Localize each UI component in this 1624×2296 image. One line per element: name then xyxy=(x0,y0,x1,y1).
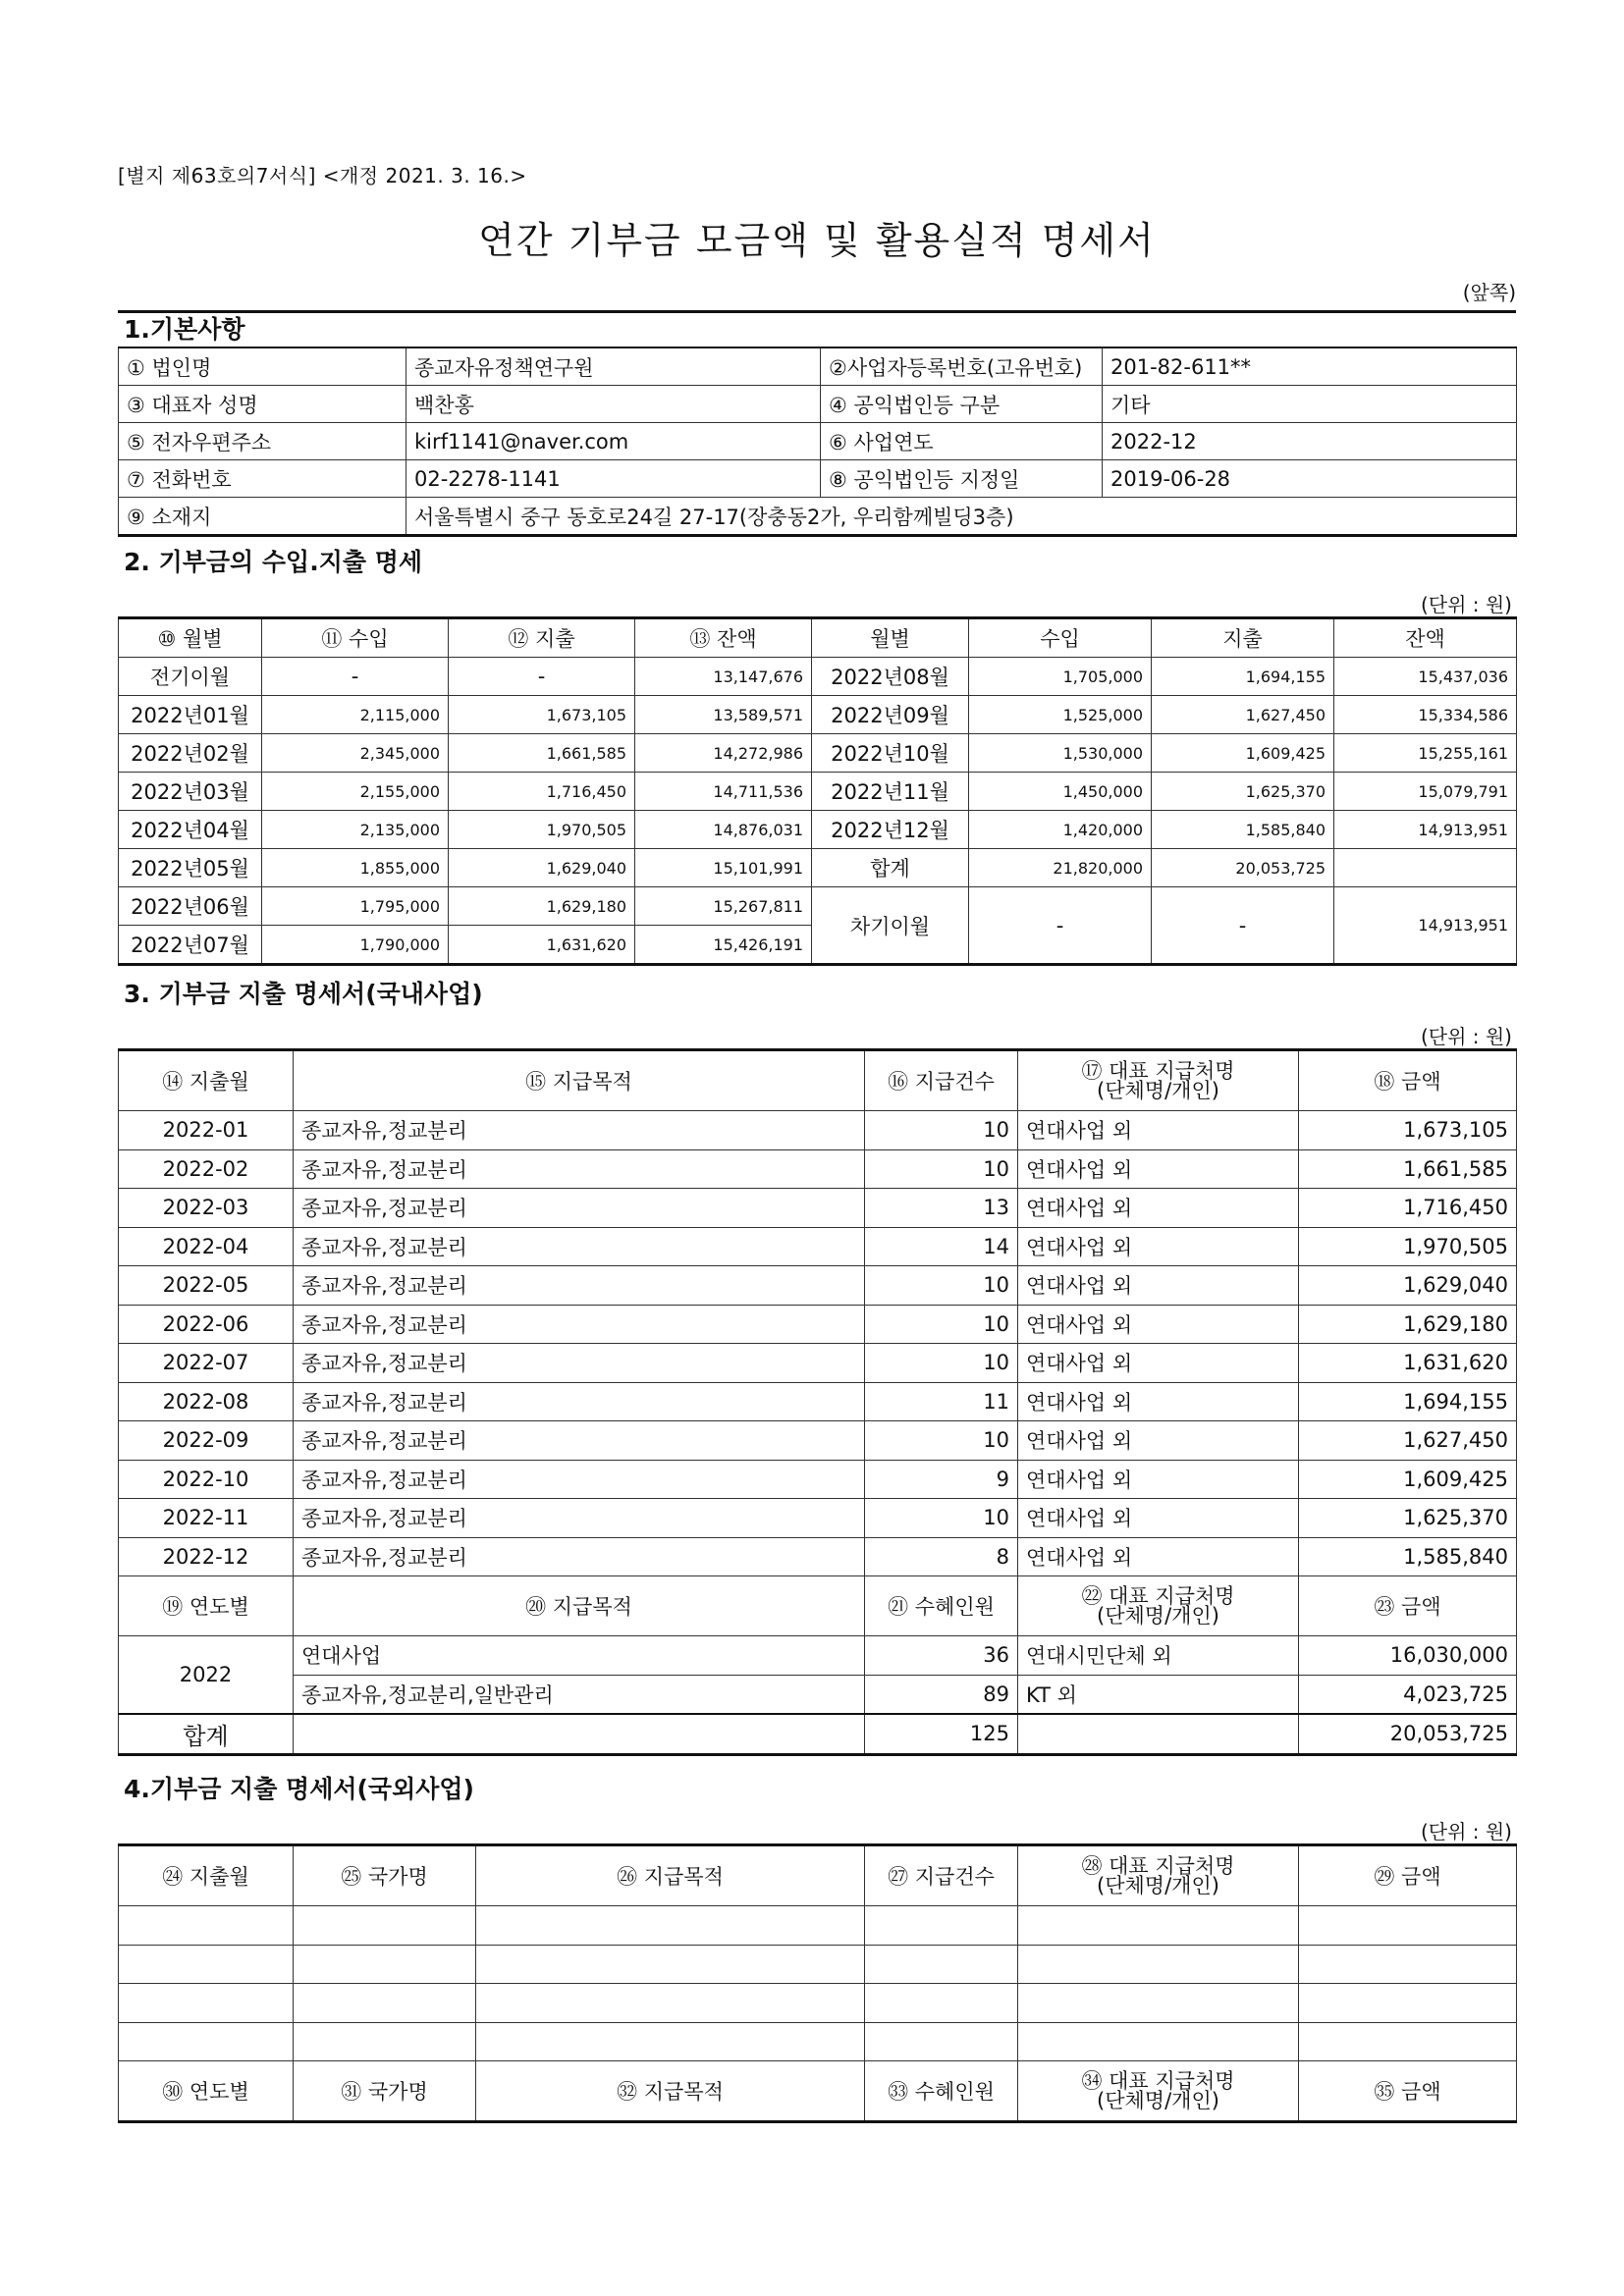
empty-cell xyxy=(865,1984,1018,2023)
column-header: ⑱ 금액 xyxy=(1299,1050,1517,1111)
unit-label: (단위 : 원) xyxy=(1420,1820,1512,1843)
column-header: ⑳ 지급목적 xyxy=(294,1576,865,1636)
empty-cell xyxy=(1018,2022,1299,2061)
income-cell: 1,530,000 xyxy=(969,734,1152,773)
month-cell: 2022년03월 xyxy=(119,773,262,811)
recipient-cell: KT 외 xyxy=(1018,1675,1299,1714)
count-cell: 13 xyxy=(865,1189,1018,1228)
table-row xyxy=(119,1266,1517,1306)
month-cell: 2022-01 xyxy=(119,1111,294,1150)
field-value: 기타 xyxy=(1103,386,1517,423)
column-header: ㉜ 지급목적 xyxy=(476,2061,865,2122)
balance-cell: 15,267,811 xyxy=(635,887,812,926)
recipient-cell: 연대사업 외 xyxy=(1018,1382,1299,1421)
recipient-cell: 연대사업 외 xyxy=(1018,1460,1299,1499)
column-header: 월별 xyxy=(812,618,969,658)
column-header: ㉙ 금액 xyxy=(1299,1845,1517,1906)
month-cell: 2022년12월 xyxy=(812,811,969,849)
purpose-cell: 종교자유,정교분리 xyxy=(294,1382,865,1421)
expense-cell: - xyxy=(1152,887,1334,965)
field-label: ⑨ 소재지 xyxy=(119,498,406,536)
column-header xyxy=(1018,1050,1299,1111)
balance-cell: 15,255,161 xyxy=(1334,734,1517,773)
empty-cell xyxy=(476,1906,865,1946)
column-header: ⑩ 월별 xyxy=(119,618,262,658)
column-header xyxy=(1018,2061,1299,2122)
field-value: 2022-12 xyxy=(1103,423,1517,460)
amount-cell: 1,673,105 xyxy=(1299,1111,1517,1150)
month-cell: 2022년11월 xyxy=(812,773,969,811)
column-header: ⑪ 수입 xyxy=(262,618,449,658)
amount-cell: 1,631,620 xyxy=(1299,1344,1517,1383)
income-cell: 1,795,000 xyxy=(262,887,449,926)
empty-cell xyxy=(476,1984,865,2023)
field-value: 201-82-611** xyxy=(1103,347,1517,386)
empty-cell xyxy=(1018,1714,1299,1754)
empty-cell xyxy=(476,2022,865,2061)
income-cell: 1,420,000 xyxy=(969,811,1152,849)
empty-cell xyxy=(119,1945,294,1984)
expense-cell: 1,585,840 xyxy=(1152,811,1334,849)
income-cell: - xyxy=(969,887,1152,965)
table-row xyxy=(119,1305,1517,1344)
table-row xyxy=(119,696,1517,734)
total-beneficiaries: 125 xyxy=(865,1714,1018,1754)
recipient-cell: 연대사업 외 xyxy=(1018,1305,1299,1344)
table-row xyxy=(119,734,1517,773)
recipient-cell: 연대사업 외 xyxy=(1018,1227,1299,1266)
header-line: (단체명/개인) xyxy=(1097,1079,1219,1102)
empty-cell xyxy=(119,1906,294,1946)
total-amount: 20,053,725 xyxy=(1299,1714,1517,1754)
column-header: ⑭ 지출월 xyxy=(119,1050,294,1111)
basic-info-table xyxy=(118,347,1517,537)
field-label: ③ 대표자 성명 xyxy=(119,386,406,423)
total-label: 합계 xyxy=(119,1714,294,1754)
month-cell: 2022-02 xyxy=(119,1149,294,1189)
recipient-cell: 연대사업 외 xyxy=(1018,1499,1299,1538)
income-section xyxy=(118,546,1516,966)
column-header xyxy=(1018,1576,1299,1636)
empty-cell xyxy=(294,1714,865,1754)
table-row xyxy=(119,1344,1517,1383)
amount-cell: 1,716,450 xyxy=(1299,1189,1517,1228)
count-cell: 11 xyxy=(865,1382,1018,1421)
year-cell: 2022 xyxy=(119,1636,294,1715)
income-cell: 2,345,000 xyxy=(262,734,449,773)
expense-cell: 1,970,505 xyxy=(449,811,635,849)
month-cell: 2022년08월 xyxy=(812,658,969,696)
column-header: ㉛ 국가명 xyxy=(294,2061,476,2122)
section-title: 2. 기부금의 수입.지출 명세 xyxy=(124,548,423,576)
purpose-cell: 종교자유,정교분리 xyxy=(294,1189,865,1228)
month-cell: 2022-09 xyxy=(119,1421,294,1461)
amount-cell: 4,023,725 xyxy=(1299,1675,1517,1714)
count-cell: 10 xyxy=(865,1344,1018,1383)
column-header: ⑮ 지급목적 xyxy=(294,1050,865,1111)
header-line: ⑰ 대표 지급처명 xyxy=(1081,1059,1235,1083)
count-cell: 10 xyxy=(865,1305,1018,1344)
count-cell: 9 xyxy=(865,1460,1018,1499)
domestic-section xyxy=(118,978,1516,1756)
count-cell: 10 xyxy=(865,1421,1018,1461)
table-row xyxy=(119,658,1517,696)
table-row xyxy=(119,1189,1517,1228)
recipient-cell: 연대사업 외 xyxy=(1018,1189,1299,1228)
balance-cell xyxy=(1334,849,1517,887)
count-cell: 14 xyxy=(865,1227,1018,1266)
field-label: ④ 공익법인등 구분 xyxy=(821,386,1103,423)
expense-cell: 1,629,180 xyxy=(449,887,635,926)
income-table xyxy=(118,616,1517,966)
income-cell: 1,525,000 xyxy=(969,696,1152,734)
carry-forward-label: 차기이월 xyxy=(812,887,969,965)
empty-cell xyxy=(476,1945,865,1984)
table-row xyxy=(119,423,1517,460)
field-label: ⑧ 공익법인등 지정일 xyxy=(821,460,1103,498)
table-row xyxy=(119,1984,1517,2023)
column-header xyxy=(1018,1845,1299,1906)
header-line: (단체명/개인) xyxy=(1097,1874,1219,1897)
field-value: 서울특별시 중구 동호로24길 27-17(장충동2가, 우리함께빌딩3층) xyxy=(406,498,1517,536)
purpose-cell: 종교자유,정교분리 xyxy=(294,1499,865,1538)
purpose-cell: 종교자유,정교분리 xyxy=(294,1227,865,1266)
table-row xyxy=(119,1537,1517,1576)
field-label: ① 법인명 xyxy=(119,347,406,386)
count-cell: 10 xyxy=(865,1266,1018,1306)
month-cell: 2022년09월 xyxy=(812,696,969,734)
balance-cell: 14,913,951 xyxy=(1334,811,1517,849)
month-cell: 전기이월 xyxy=(119,658,262,696)
balance-cell: 13,589,571 xyxy=(635,696,812,734)
document-title: 연간 기부금 모금액 및 활용실적 명세서 xyxy=(478,219,1156,262)
recipient-cell: 연대사업 외 xyxy=(1018,1537,1299,1576)
section-title: 1.기본사항 xyxy=(118,310,1516,347)
table-row xyxy=(119,1460,1517,1499)
column-header: ⑯ 지급건수 xyxy=(865,1050,1018,1111)
amount-cell: 1,629,040 xyxy=(1299,1266,1517,1306)
column-header: 지출 xyxy=(1152,618,1334,658)
table-row xyxy=(119,1499,1517,1538)
page-side-label: (앞쪽) xyxy=(1462,281,1516,304)
field-label: ⑥ 사업연도 xyxy=(821,423,1103,460)
table-row xyxy=(119,773,1517,811)
recipient-cell: 연대사업 외 xyxy=(1018,1111,1299,1150)
empty-cell xyxy=(865,2022,1018,2061)
month-cell: 2022-06 xyxy=(119,1305,294,1344)
expense-cell: 1,629,040 xyxy=(449,849,635,887)
field-label: ⑦ 전화번호 xyxy=(119,460,406,498)
table-row xyxy=(119,1421,1517,1461)
table-row xyxy=(119,1050,1517,1111)
table-row xyxy=(119,1675,1517,1714)
purpose-cell: 종교자유,정교분리 xyxy=(294,1305,865,1344)
expense-cell: - xyxy=(449,658,635,696)
column-header: ㉕ 국가명 xyxy=(294,1845,476,1906)
expense-cell: 1,609,425 xyxy=(1152,734,1334,773)
table-row xyxy=(119,618,1517,658)
table-row xyxy=(119,2061,1517,2122)
column-header: ㉔ 지출월 xyxy=(119,1845,294,1906)
amount-cell: 1,694,155 xyxy=(1299,1382,1517,1421)
empty-cell xyxy=(294,1945,476,1984)
unit-label: (단위 : 원) xyxy=(1420,593,1512,616)
expense-cell: 1,716,450 xyxy=(449,773,635,811)
empty-cell xyxy=(1299,1945,1517,1984)
purpose-cell: 종교자유,정교분리 xyxy=(294,1460,865,1499)
expense-cell: 1,625,370 xyxy=(1152,773,1334,811)
month-cell: 2022년05월 xyxy=(119,849,262,887)
month-cell: 2022-08 xyxy=(119,1382,294,1421)
month-cell: 2022-05 xyxy=(119,1266,294,1306)
column-header: ㉚ 연도별 xyxy=(119,2061,294,2122)
month-cell: 2022-03 xyxy=(119,1189,294,1228)
table-row xyxy=(119,1149,1517,1189)
balance-cell: 14,272,986 xyxy=(635,734,812,773)
expense-cell: 1,661,585 xyxy=(449,734,635,773)
field-value: 2019-06-28 xyxy=(1103,460,1517,498)
table-row xyxy=(119,347,1517,386)
empty-cell xyxy=(119,2022,294,2061)
recipient-cell: 연대사업 외 xyxy=(1018,1266,1299,1306)
table-row xyxy=(119,1111,1517,1150)
month-cell: 2022-10 xyxy=(119,1460,294,1499)
empty-cell xyxy=(1299,2022,1517,2061)
balance-cell: 14,913,951 xyxy=(1334,887,1517,965)
field-value: 백찬홍 xyxy=(406,386,821,423)
table-row xyxy=(119,2022,1517,2061)
income-cell: 1,790,000 xyxy=(262,926,449,965)
balance-cell: 15,079,791 xyxy=(1334,773,1517,811)
balance-cell: 14,876,031 xyxy=(635,811,812,849)
column-header: ⑫ 지출 xyxy=(449,618,635,658)
count-cell: 10 xyxy=(865,1111,1018,1150)
amount-cell: 16,030,000 xyxy=(1299,1636,1517,1676)
count-cell: 8 xyxy=(865,1537,1018,1576)
beneficiaries-cell: 89 xyxy=(865,1675,1018,1714)
purpose-cell: 종교자유,정교분리,일반관리 xyxy=(294,1675,865,1714)
income-cell: - xyxy=(262,658,449,696)
amount-cell: 1,609,425 xyxy=(1299,1460,1517,1499)
amount-cell: 1,629,180 xyxy=(1299,1305,1517,1344)
purpose-cell: 종교자유,정교분리 xyxy=(294,1266,865,1306)
table-row xyxy=(119,887,1517,926)
purpose-cell: 종교자유,정교분리 xyxy=(294,1111,865,1150)
expense-cell: 1,673,105 xyxy=(449,696,635,734)
table-row xyxy=(119,1945,1517,1984)
column-header: ⑬ 잔액 xyxy=(635,618,812,658)
amount-cell: 1,970,505 xyxy=(1299,1227,1517,1266)
balance-cell: 13,147,676 xyxy=(635,658,812,696)
month-cell: 2022년04월 xyxy=(119,811,262,849)
column-header: 잔액 xyxy=(1334,618,1517,658)
empty-cell xyxy=(1018,1984,1299,2023)
income-cell: 1,450,000 xyxy=(969,773,1152,811)
income-cell: 1,705,000 xyxy=(969,658,1152,696)
balance-cell: 15,426,191 xyxy=(635,926,812,965)
column-header: ㉓ 금액 xyxy=(1299,1576,1517,1636)
recipient-cell: 연대시민단체 외 xyxy=(1018,1636,1299,1676)
table-row xyxy=(119,849,1517,887)
form-number: [별지 제63호의7서식] <개정 2021. 3. 16.> xyxy=(118,164,527,187)
field-value: 02-2278-1141 xyxy=(406,460,821,498)
month-cell: 2022년06월 xyxy=(119,887,262,926)
expense-cell: 1,631,620 xyxy=(449,926,635,965)
count-cell: 10 xyxy=(865,1149,1018,1189)
empty-cell xyxy=(1018,1906,1299,1946)
empty-cell xyxy=(865,1945,1018,1984)
header-line: (단체명/개인) xyxy=(1097,2089,1219,2112)
overseas-table xyxy=(118,1843,1517,2123)
month-cell: 합계 xyxy=(812,849,969,887)
month-cell: 2022년02월 xyxy=(119,734,262,773)
month-cell: 2022-12 xyxy=(119,1537,294,1576)
table-row xyxy=(119,1714,1517,1754)
balance-cell: 15,101,991 xyxy=(635,849,812,887)
expense-cell: 1,627,450 xyxy=(1152,696,1334,734)
empty-cell xyxy=(119,1984,294,2023)
empty-cell xyxy=(865,1906,1018,1946)
purpose-cell: 종교자유,정교분리 xyxy=(294,1537,865,1576)
table-row xyxy=(119,498,1517,536)
empty-cell xyxy=(1299,1906,1517,1946)
empty-cell xyxy=(294,1906,476,1946)
table-row xyxy=(119,1227,1517,1266)
basic-info-section xyxy=(118,310,1516,537)
column-header: ㉗ 지급건수 xyxy=(865,1845,1018,1906)
domestic-table xyxy=(118,1048,1517,1756)
expense-cell: 20,053,725 xyxy=(1152,849,1334,887)
balance-cell: 15,334,586 xyxy=(1334,696,1517,734)
count-cell: 10 xyxy=(865,1499,1018,1538)
section-title: 4.기부금 지출 명세서(국외사업) xyxy=(124,1775,474,1803)
recipient-cell: 연대사업 외 xyxy=(1018,1421,1299,1461)
purpose-cell: 종교자유,정교분리 xyxy=(294,1344,865,1383)
header-line: ㉘ 대표 지급처명 xyxy=(1081,1854,1235,1878)
purpose-cell: 종교자유,정교분리 xyxy=(294,1149,865,1189)
month-cell: 2022년01월 xyxy=(119,696,262,734)
beneficiaries-cell: 36 xyxy=(865,1636,1018,1676)
column-header: 수입 xyxy=(969,618,1152,658)
table-row xyxy=(119,1382,1517,1421)
balance-cell: 14,711,536 xyxy=(635,773,812,811)
income-cell: 2,115,000 xyxy=(262,696,449,734)
recipient-cell: 연대사업 외 xyxy=(1018,1344,1299,1383)
empty-cell xyxy=(294,2022,476,2061)
balance-cell: 15,437,036 xyxy=(1334,658,1517,696)
table-row xyxy=(119,1845,1517,1906)
table-row xyxy=(119,1636,1517,1676)
field-value: 종교자유정책연구원 xyxy=(406,347,821,386)
section-title: 3. 기부금 지출 명세서(국내사업) xyxy=(124,980,483,1008)
column-header: ⑲ 연도별 xyxy=(119,1576,294,1636)
table-row xyxy=(119,1576,1517,1636)
column-header: ㉑ 수혜인원 xyxy=(865,1576,1018,1636)
amount-cell: 1,661,585 xyxy=(1299,1149,1517,1189)
header-line: (단체명/개인) xyxy=(1097,1604,1219,1628)
table-row xyxy=(119,1906,1517,1946)
purpose-cell: 종교자유,정교분리 xyxy=(294,1421,865,1461)
field-value: kirf1141@naver.com xyxy=(406,423,821,460)
purpose-cell: 연대사업 xyxy=(294,1636,865,1676)
overseas-section xyxy=(118,1773,1516,2123)
header-line: ㉒ 대표 지급처명 xyxy=(1081,1584,1235,1608)
table-row xyxy=(119,460,1517,498)
amount-cell: 1,627,450 xyxy=(1299,1421,1517,1461)
column-header: ㉟ 금액 xyxy=(1299,2061,1517,2122)
field-label: ⑤ 전자우편주소 xyxy=(119,423,406,460)
column-header: ㉖ 지급목적 xyxy=(476,1845,865,1906)
month-cell: 2022년07월 xyxy=(119,926,262,965)
empty-cell xyxy=(294,1984,476,2023)
month-cell: 2022-04 xyxy=(119,1227,294,1266)
table-row xyxy=(119,811,1517,849)
month-cell: 2022년10월 xyxy=(812,734,969,773)
empty-cell xyxy=(1299,1984,1517,2023)
recipient-cell: 연대사업 외 xyxy=(1018,1149,1299,1189)
amount-cell: 1,625,370 xyxy=(1299,1499,1517,1538)
empty-cell xyxy=(1018,1945,1299,1984)
income-cell: 2,155,000 xyxy=(262,773,449,811)
field-label: ②사업자등록번호(고유번호) xyxy=(821,347,1103,386)
income-cell: 21,820,000 xyxy=(969,849,1152,887)
expense-cell: 1,694,155 xyxy=(1152,658,1334,696)
month-cell: 2022-11 xyxy=(119,1499,294,1538)
table-row xyxy=(119,386,1517,423)
income-cell: 1,855,000 xyxy=(262,849,449,887)
income-cell: 2,135,000 xyxy=(262,811,449,849)
unit-label: (단위 : 원) xyxy=(1420,1025,1512,1048)
header-line: ㉞ 대표 지급처명 xyxy=(1081,2069,1235,2093)
month-cell: 2022-07 xyxy=(119,1344,294,1383)
amount-cell: 1,585,840 xyxy=(1299,1537,1517,1576)
column-header: ㉝ 수혜인원 xyxy=(865,2061,1018,2122)
